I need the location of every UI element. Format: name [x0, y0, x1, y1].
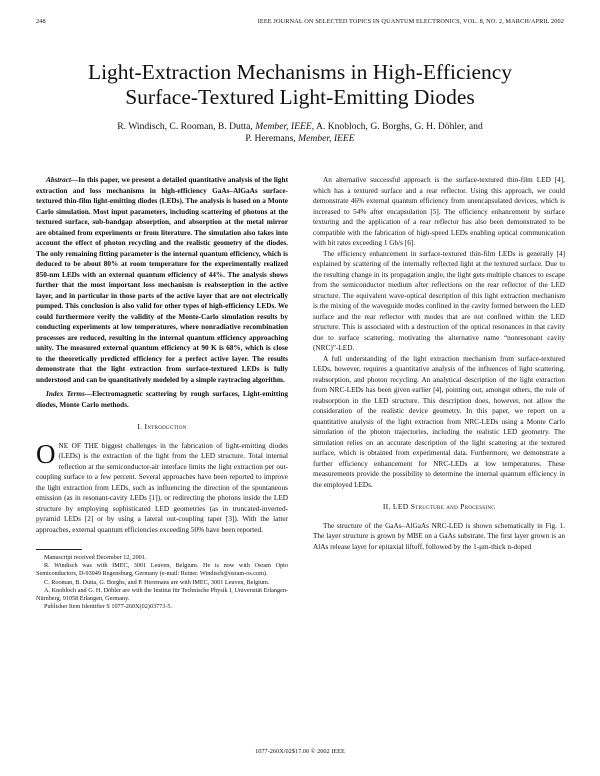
- authors-line1-a: R. Windisch, C. Rooman, B. Dutta,: [117, 121, 256, 132]
- footnotes: [36, 554, 288, 611]
- left-column: [36, 175, 288, 611]
- section-title: LED Structure and Processing: [392, 502, 496, 511]
- copyright-line: 1077-260X/02$17.00 © 2002 IEEE: [255, 748, 345, 755]
- intro-text: biggest challenges in the fabrication of light-emitting diodes (LEDs) is the extraction of the light from the LED structure. Total internal reflection at the semiconductor-air interface limits the light extraction per out-coupling surface to a few percent. Several approaches have been reported to improve the light extraction from LEDs, such as influencing the direction of the spontaneous emission (as in resonant-cavity LEDs [1]), or redirecting the photons inside the LED structure by employing sophisticated LED geometries (as in truncated-inverted-pyramid LEDs [2] or by using a lateral out-coupling taper [3]). With the latter approaches, external quantum efficiencies exceeding 50% have been reported.: [36, 441, 288, 534]
- section-numeral: II.: [382, 502, 393, 511]
- index-terms-text: Electromagnetic scattering by rough surfaces, Light-emitting diodes, Monte Carlo methods.: [36, 390, 288, 409]
- paper-title: [30, 60, 570, 110]
- abstract-label: Abstract—: [46, 176, 79, 184]
- title-line-2: Surface-Textured Light-Emitting Diodes: [125, 85, 475, 109]
- author-list: [60, 121, 540, 145]
- authors-line2: P. Heremans,: [245, 133, 299, 144]
- intro-paragraph: [36, 438, 288, 536]
- index-terms-label: Index Terms—: [46, 390, 93, 398]
- authors-line1-b: , A. Knobloch, G. Borghs, G. H. Döhler, and: [311, 121, 483, 132]
- body-paragraph: The efficiency enhancement in surface-textured thin-film LEDs is generally [4] explained by scattering of the internally reflected light at the textured surface. Due to the resulting change in its propagation angle, the light gets multiple chances to escape from the semiconductor medium after reflections on the rear reflector of the LED structure. The equivalent wave-optical description of this light extraction mechanism is the mixing of the waveguide modes confined in the cavity formed between the LED surface and the rear reflector with modes that are not confined within the LED structure. This is associated with a destruction of the optical resonances in that cavity due to surface scattering, motivating the alternative name “nonresonant cavity (NRC)”-LED.: [313, 249, 565, 352]
- abstract-text: In this paper, we present a detailed quantitative analysis of the light extraction and loss mechanisms in high-efficiency GaAs–AlGaAs surface-textured thin-film light-emitting diodes (LEDs). The analysis is based on a Monte Carlo simulation. Most input parameters, including scattering of photons at the textured surface, sub-bandgap absorption, and absorption at the metal mirror are obtained from experiments or from literature. The simulation also takes into account the effect of photon recycling and the realistic geometry of the diodes. The only remaining fitting parameter is the internal quantum efficiency, which is deduced to be about 80% at room temperature for the experimentally realized 850-nm LEDs with an external quantum efficiency of 44%. The analysis shows further that the most important loss mechanism is reabsorption in the active layer, and in particular in those parts of the active layer that are not electrically pumped. This conclusion is also valid for other types of high-efficiency LEDs. We could furthermore verify the validity of the Monte-Carlo simulation results by conducting experiments at low temperatures, where nonradiative recombination processes are reduced, resulting in the internal quantum efficiency approaching unity. The measured external quantum efficiency at 90 K is 68%, which is close to the theoretically predicted efficiency for a perfect active layer. The results demonstrate that the light extraction from surface-textured LEDs is fully understood and can be quantitatively modeled by a simple raytracing algorithm.: [36, 176, 288, 384]
- footnote: A. Knobloch and G. H. Döhler are with the Institut für Technische Physik I, Universität Erlangen-Nürnberg, 91058 Erlangen, Germany.: [36, 586, 288, 603]
- footnote: Publisher Item Identifier S 1077-260X(02)03773-5.: [44, 603, 173, 611]
- footnote: R. Windisch was with IMEC, 3001 Leuven, Belgium. He is now with Osram Opto Semiconductors, D-93049 Regensburg, Germany (e-mail: Reiner. Windisch@osram-os.com).: [36, 562, 288, 578]
- footnote: C. Rooman, B. Dutta, G. Borghs, and P. Heremans are with IMEC, 3001 Leuven, Belgium.: [44, 578, 270, 586]
- drop-cap: O: [36, 438, 56, 469]
- section-title: Introduction: [144, 422, 187, 431]
- body-paragraph: An alternative successful approach is the surface-textured thin-film LED [4], which has a textured surface and a rear reflector. Using this approach, we could demonstrate 46% external quantum efficiency from unencapsulated devices, which is increased to 54% after encapsulation [5]. The efficiency enhancement by surface texturing and the application of a rear reflector has also been demonstrated to be compatible with the fabrication of high-speed LEDs enabling optical communication with bit rates exceeding 1 Gb/s [6].: [313, 176, 565, 247]
- abstract: [36, 175, 288, 385]
- member-ieee-2: Member, IEEE: [298, 133, 355, 144]
- footnote-divider: [36, 549, 82, 550]
- body-paragraph: The structure of the GaAs–AlGaAs NRC-LED is shown schematically in Fig. 1. The layer structure is grown by MBE on a GaAs substrate. The first layer grown is an AlAs release layer for epitaxial liftoff, followed by the 1-μm-thick n-doped: [313, 521, 565, 551]
- member-ieee-1: Member, IEEE: [255, 121, 312, 132]
- footnote: Manuscript received December 12, 2001.: [44, 554, 147, 561]
- body-paragraph: A full understanding of the light extraction mechanism from surface-textured LEDs, however, requires a quantitative analysis of the influences of light scattering, reabsorption, and photon recycling. An analytical description of the light extraction from NRC-LEDs has been given earlier [4], pointing out, amongst others, the role of reabsorption in the LED structure. This description does, however, not allow the consideration of the realistic device geometry. In this paper, we report on a quantitative analysis of the light extraction from NRC-LEDs using a Monte Carlo simulation of the photon trajectories, including the realistic LED geometry. The simulation relies on an accurate description of the light scattering at the textured surface, which is obtained from experimental data. Furthermore, we demonstrate a further efficiency enhancement for NRC-LEDs at low temperatures. These measurements provide the possibility to determine the internal quantum efficiency in the employed LEDs.: [313, 354, 565, 489]
- index-terms: [36, 389, 288, 410]
- page-number: 248: [36, 18, 46, 25]
- right-column: [313, 175, 565, 552]
- intro-first-words: NE OF THE: [58, 441, 99, 450]
- section-heading-introduction: [36, 422, 288, 433]
- section-numeral: I.: [137, 422, 145, 431]
- journal-title: IEEE JOURNAL ON SELECTED TOPICS IN QUANTUM ELECTRONICS, VOL. 8, NO. 2, MARCH/APRIL 2002: [257, 18, 564, 25]
- title-line-1: Light-Extraction Mechanisms in High-Efficiency: [87, 60, 513, 84]
- section-heading-structure: [313, 502, 565, 513]
